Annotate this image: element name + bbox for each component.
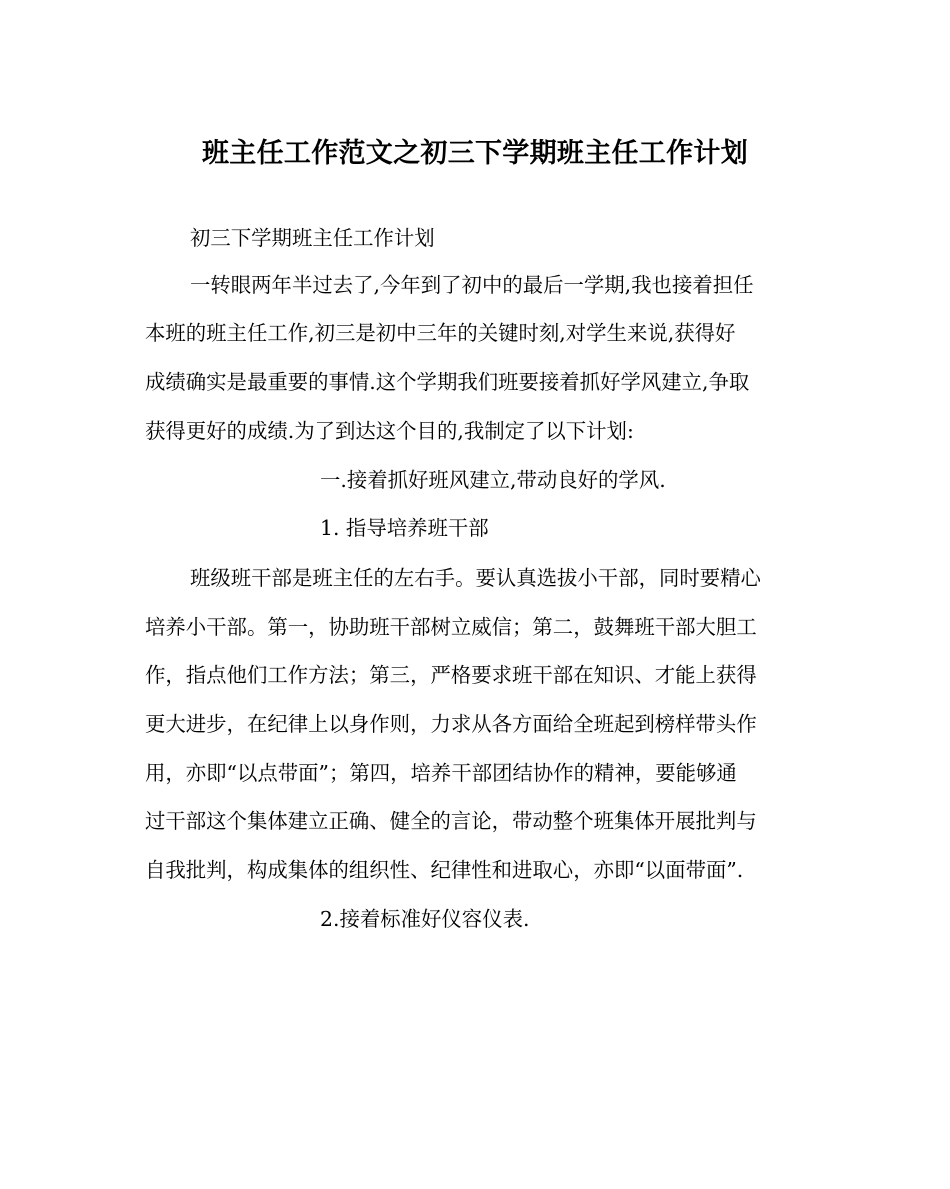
intro-line-2: 本班的班主任工作,初三是初中三年的关键时刻,对学生来说,获得好 bbox=[145, 321, 736, 345]
body-line-2: 培养小干部。第一，协助班干部树立威信；第二，鼓舞班干部大胆工 bbox=[145, 615, 757, 639]
intro-line-3: 成绩确实是最重要的事情.这个学期我们班要接着抓好学风建立,争取 bbox=[145, 370, 750, 394]
body-line-5: 用，亦即“以点带面”；第四，培养干部团结协作的精神，要能够通 bbox=[145, 761, 737, 785]
subsection-heading-2: 2.接着标准好仪容仪表. bbox=[320, 907, 530, 931]
body-line-1: 班级班干部是班主任的左右手。要认真选拔小干部，同时要精心 bbox=[190, 566, 761, 590]
subsection-heading-1: 1. 指导培养班干部 bbox=[320, 516, 489, 540]
body-line-6: 过干部这个集体建立正确、健全的言论，带动整个班集体开展批判与 bbox=[145, 809, 757, 833]
body-line-3: 作，指点他们工作方法；第三，严格要求班干部在知识、才能上获得 bbox=[145, 663, 757, 687]
plan-subtitle: 初三下学期班主任工作计划 bbox=[190, 226, 435, 250]
body-line-4: 更大进步，在纪律上以身作则，力求从各方面给全班起到榜样带头作 bbox=[145, 712, 757, 736]
intro-line-4: 获得更好的成绩.为了到达这个目的,我制定了以下计划: bbox=[145, 419, 634, 443]
body-line-7: 自我批判，构成集体的组织性、纪律性和进取心，亦即“以面带面”. bbox=[145, 858, 744, 882]
document-title: 班主任工作范文之初三下学期班主任工作计划 bbox=[202, 138, 748, 169]
section-heading-1: 一.接着抓好班风建立,带动良好的学风. bbox=[320, 468, 666, 492]
intro-line-1: 一转眼两年半过去了,今年到了初中的最后一学期,我也接着担任 bbox=[190, 273, 754, 297]
